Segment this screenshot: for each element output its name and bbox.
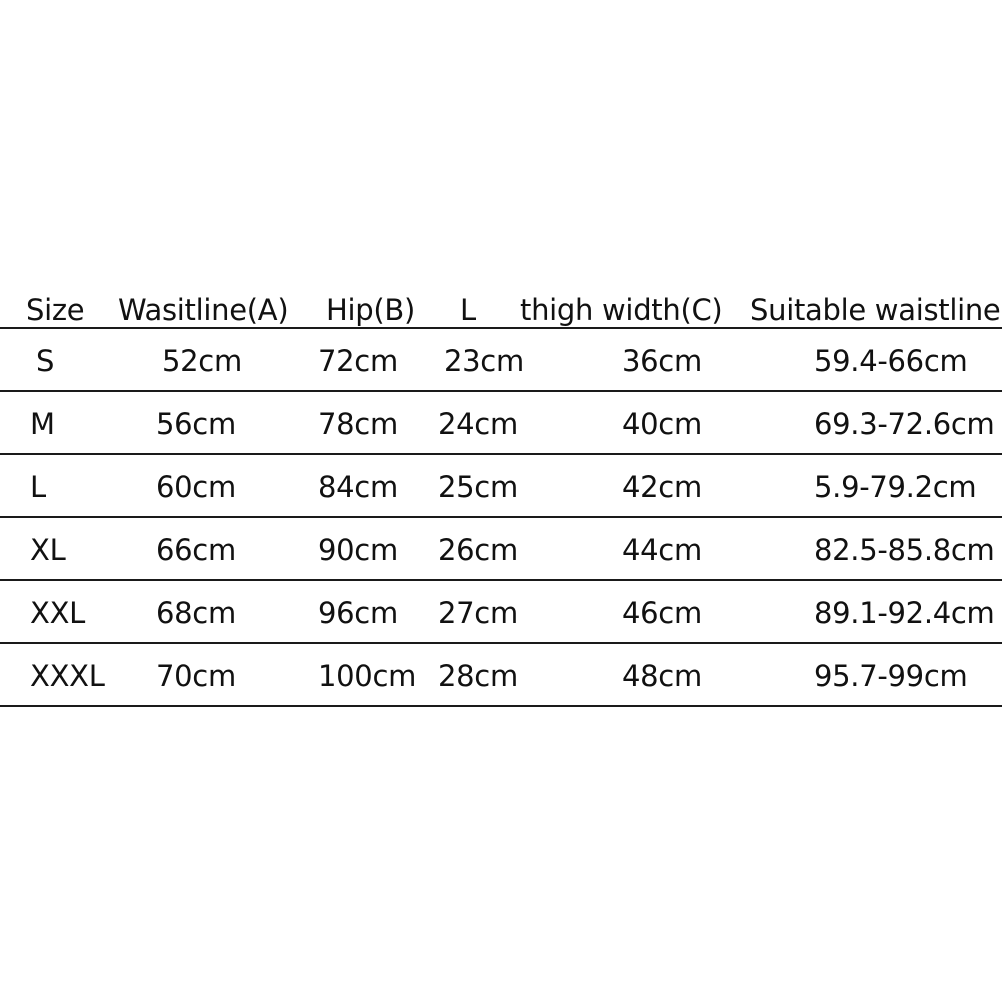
cell-size: XXL	[30, 596, 85, 630]
cell-length: 28cm	[438, 659, 518, 693]
table-row	[0, 518, 1002, 581]
cell-waistline: 60cm	[156, 470, 236, 504]
cell-size: M	[30, 407, 55, 441]
header-waistline: Wasitline(A)	[118, 293, 289, 327]
cell-length: 23cm	[444, 344, 524, 378]
cell-suitable-waistline: 69.3-72.6cm	[814, 407, 995, 441]
cell-thigh-width: 40cm	[622, 407, 702, 441]
header-thigh-width: thigh width(C)	[520, 293, 723, 327]
table-row	[0, 329, 1002, 392]
size-chart-table	[0, 288, 1002, 707]
cell-size: L	[30, 470, 46, 504]
cell-length: 25cm	[438, 470, 518, 504]
cell-hip: 100cm	[318, 659, 417, 693]
cell-suitable-waistline: 5.9-79.2cm	[814, 470, 977, 504]
cell-suitable-waistline: 59.4-66cm	[814, 344, 968, 378]
cell-thigh-width: 46cm	[622, 596, 702, 630]
cell-hip: 72cm	[318, 344, 398, 378]
cell-thigh-width: 36cm	[622, 344, 702, 378]
cell-length: 26cm	[438, 533, 518, 567]
table-row	[0, 392, 1002, 455]
cell-size: S	[36, 344, 55, 378]
table-header-row	[0, 288, 1002, 329]
cell-hip: 96cm	[318, 596, 398, 630]
cell-suitable-waistline: 95.7-99cm	[814, 659, 968, 693]
header-suitable-waistline: Suitable waistline	[750, 293, 1001, 327]
table-row	[0, 581, 1002, 644]
table-row	[0, 455, 1002, 518]
cell-hip: 90cm	[318, 533, 398, 567]
header-hip: Hip(B)	[326, 293, 415, 327]
cell-waistline: 68cm	[156, 596, 236, 630]
cell-waistline: 70cm	[156, 659, 236, 693]
cell-suitable-waistline: 82.5-85.8cm	[814, 533, 995, 567]
cell-thigh-width: 48cm	[622, 659, 702, 693]
cell-hip: 84cm	[318, 470, 398, 504]
cell-waistline: 56cm	[156, 407, 236, 441]
cell-hip: 78cm	[318, 407, 398, 441]
cell-suitable-waistline: 89.1-92.4cm	[814, 596, 995, 630]
cell-size: XXXL	[30, 659, 105, 693]
cell-thigh-width: 44cm	[622, 533, 702, 567]
cell-waistline: 66cm	[156, 533, 236, 567]
cell-length: 24cm	[438, 407, 518, 441]
header-length: L	[460, 293, 476, 327]
cell-size: XL	[30, 533, 66, 567]
cell-waistline: 52cm	[162, 344, 242, 378]
header-size: Size	[26, 293, 85, 327]
cell-length: 27cm	[438, 596, 518, 630]
cell-thigh-width: 42cm	[622, 470, 702, 504]
table-row	[0, 644, 1002, 707]
